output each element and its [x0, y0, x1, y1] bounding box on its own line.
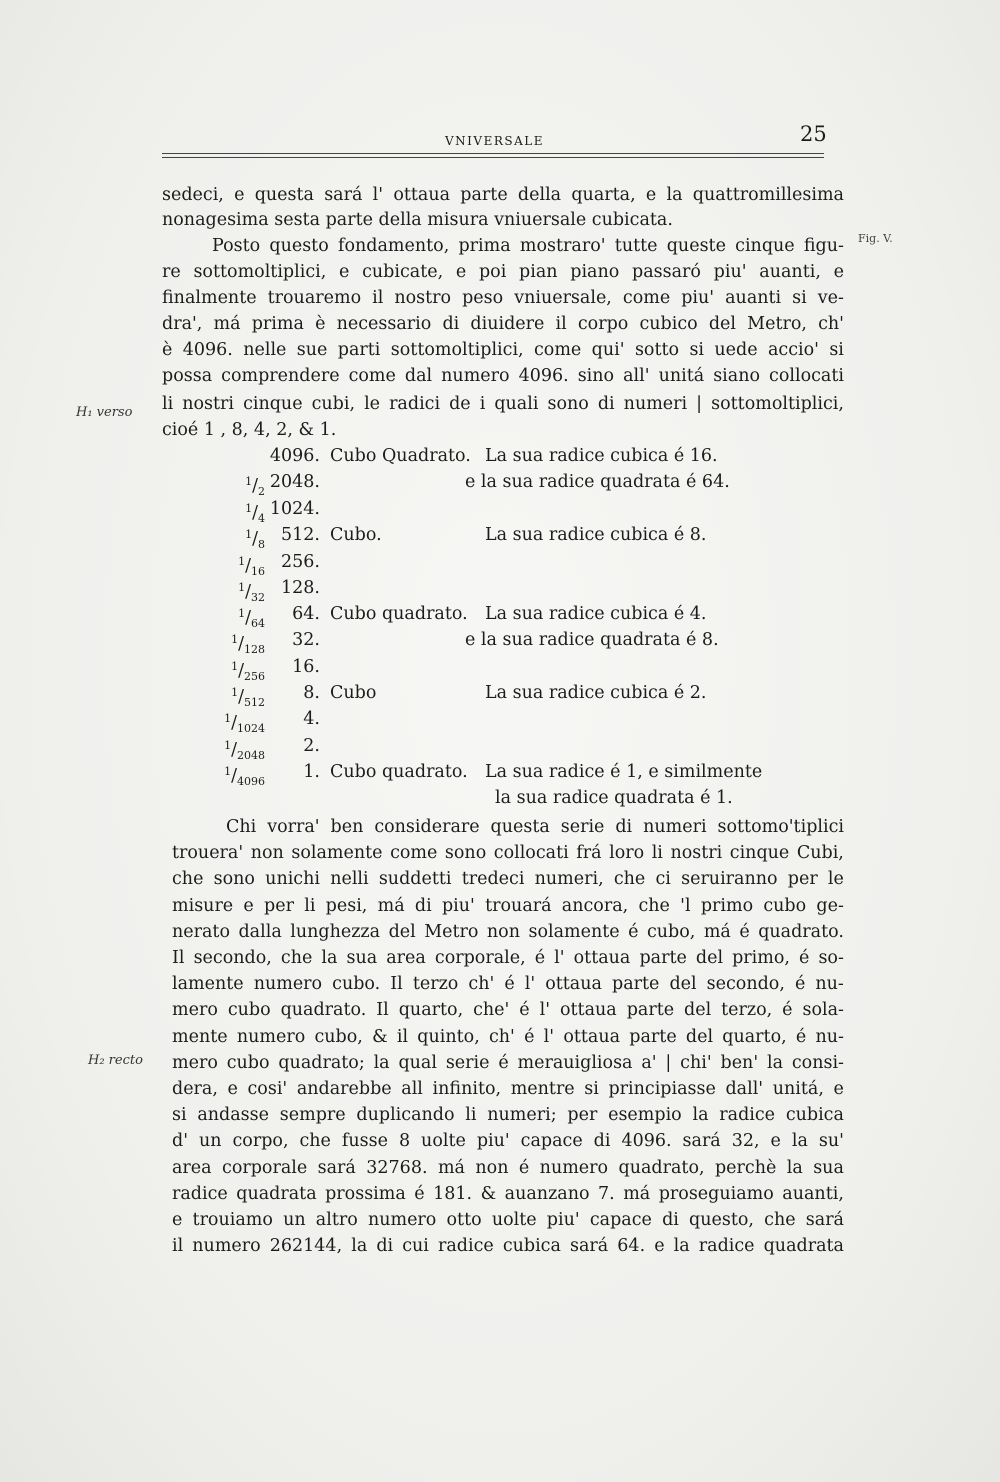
header-rule-thin [162, 157, 824, 158]
number-value: 512. [281, 525, 320, 545]
fraction-label: $^1/_4$ [245, 502, 265, 525]
fraction-label: $^1/_{512}$ [231, 686, 265, 709]
paragraph-line: sedeci, e questa sará l' ottaua parte della quarta, e la quattromillesima [162, 185, 844, 205]
page-number: 25 [800, 122, 827, 146]
cube-description: Cubo. [330, 525, 382, 545]
paragraph-line: misure e per li pesi, má di piu' trouará ancora, che 'l primo cubo ge- [172, 896, 844, 916]
fraction-label: $^1/_{128}$ [231, 633, 265, 656]
fraction-label: $^1/_2$ [245, 475, 265, 498]
paragraph-line: mero cubo quadrato. Il quarto, che' é l' ottaua parte del terzo, é sola- [172, 1000, 844, 1020]
number-value: 2. [303, 736, 320, 756]
running-head: VNIVERSALE [445, 134, 544, 148]
paragraph-line: Posto questo fondamento, prima mostraro' tutte queste cinque figu- [212, 236, 844, 256]
number-value: 32. [292, 630, 320, 650]
paragraph-line: li nostri cinque cubi, le radici de i quali sono di numeri | sottomoltiplici, [162, 394, 844, 414]
fraction-label: $^1/_{1024}$ [224, 712, 265, 735]
paragraph-line: area corporale sará 32768. má non é numero quadrato, perchè la sua [172, 1158, 844, 1178]
number-value: 128. [281, 578, 320, 598]
paragraph-line: si andasse sempre duplicando li numeri; per esempio la radice cubica [172, 1105, 844, 1125]
paragraph-line: Il secondo, che la sua area corporale, é l' ottaua parte del primo, é so- [172, 948, 844, 968]
paragraph-line: il numero 262144, la di cui radice cubica sará 64. e la radice quadrata [172, 1236, 844, 1256]
fraction-label: $^1/_{32}$ [238, 581, 265, 604]
number-value: 64. [292, 604, 320, 624]
paragraph-line: possa comprendere come dal numero 4096. sino all' unitá siano collocati [162, 366, 844, 386]
root-note: e la sua radice quadrata é 64. [465, 472, 730, 492]
number-value: 2048. [269, 472, 320, 492]
root-note: La sua radice é 1, e similmente [485, 762, 763, 782]
cube-description: Cubo Quadrato. [330, 446, 471, 466]
number-value: 4096. [269, 446, 320, 466]
fraction-label: $^1/_{2048}$ [224, 739, 265, 762]
number-value: 4. [303, 709, 320, 729]
number-value: 256. [281, 552, 320, 572]
margin-h2-recto: H₂ recto [88, 1053, 143, 1068]
paragraph-line: è 4096. nelle sue parti sottomoltiplici, come qui' sotto si uede accio' si [162, 340, 844, 360]
root-note: e la sua radice quadrata é 8. [465, 630, 719, 650]
paragraph-line: che sono unichi nelli suddetti tredeci numeri, che ci seruiranno per le [172, 869, 844, 889]
root-note: La sua radice cubica é 16. [485, 446, 718, 466]
fraction-label: $^1/_{256}$ [231, 660, 265, 683]
paragraph-line: d' un corpo, che fusse 8 uolte piu' capace di 4096. sará 32, e la su' [172, 1131, 844, 1151]
fraction-label: $^1/_{16}$ [238, 555, 265, 578]
paragraph-line: nonagesima sesta parte della misura vniuersale cubicata. [162, 210, 673, 230]
paragraph-line: dra', má prima è necessario di diuidere il corpo cubico del Metro, ch' [162, 314, 844, 334]
margin-fig-label: Fig. V. [858, 232, 893, 245]
root-note: la sua radice quadrata é 1. [495, 788, 733, 808]
paragraph-line: lamente numero cubo. Il terzo ch' é l' ottaua parte del secondo, é nu- [172, 974, 844, 994]
paragraph-line: e trouiamo un altro numero otto uolte piu' capace di questo, che sará [172, 1210, 844, 1230]
root-note: La sua radice cubica é 8. [485, 525, 707, 545]
paragraph-line: Chi vorra' ben considerare questa serie di numeri sottomo'tiplici [226, 817, 844, 837]
number-value: 1024. [269, 499, 320, 519]
margin-h1-verso: H₁ verso [76, 405, 133, 420]
paragraph-line: re sottomoltiplici, e cubicate, e poi pian piano passaró piu' auanti, e [162, 262, 844, 282]
root-note: La sua radice cubica é 2. [485, 683, 707, 703]
number-value: 16. [292, 657, 320, 677]
fraction-label: $^1/_8$ [245, 528, 265, 551]
paragraph-line: finalmente trouaremo il nostro peso vniuersale, come piu' auanti si ve- [162, 288, 844, 308]
root-note: La sua radice cubica é 4. [485, 604, 707, 624]
header-rule [162, 153, 824, 154]
paragraph-line: trouera' non solamente come sono collocati frá loro li nostri cinque Cubi, [172, 843, 844, 863]
paragraph-line: mero cubo quadrato; la qual serie é merauigliosa a' | chi' ben' la consi- [172, 1053, 844, 1073]
number-value: 8. [303, 683, 320, 703]
paragraph-line: dera, e cosi' andarebbe all infinito, mentre si principiasse dall' unitá, e [172, 1079, 844, 1099]
fraction-label: $^1/_{64}$ [238, 607, 265, 630]
cube-description: Cubo [330, 683, 377, 703]
cube-description: Cubo quadrato. [330, 604, 468, 624]
paragraph-line: nerato dalla lunghezza del Metro non solamente é cubo, má é quadrato. [172, 922, 844, 942]
paragraph-line: mente numero cubo, & il quinto, ch' é l' ottaua parte del quarto, é nu- [172, 1027, 844, 1047]
number-value: 1. [303, 762, 320, 782]
cube-description: Cubo quadrato. [330, 762, 468, 782]
paragraph-line: cioé 1 , 8, 4, 2, & 1. [162, 420, 337, 440]
fraction-label: $^1/_{4096}$ [224, 765, 265, 788]
paragraph-line: radice quadrata prossima é 181. & auanzano 7. má proseguiamo auanti, [172, 1184, 844, 1204]
